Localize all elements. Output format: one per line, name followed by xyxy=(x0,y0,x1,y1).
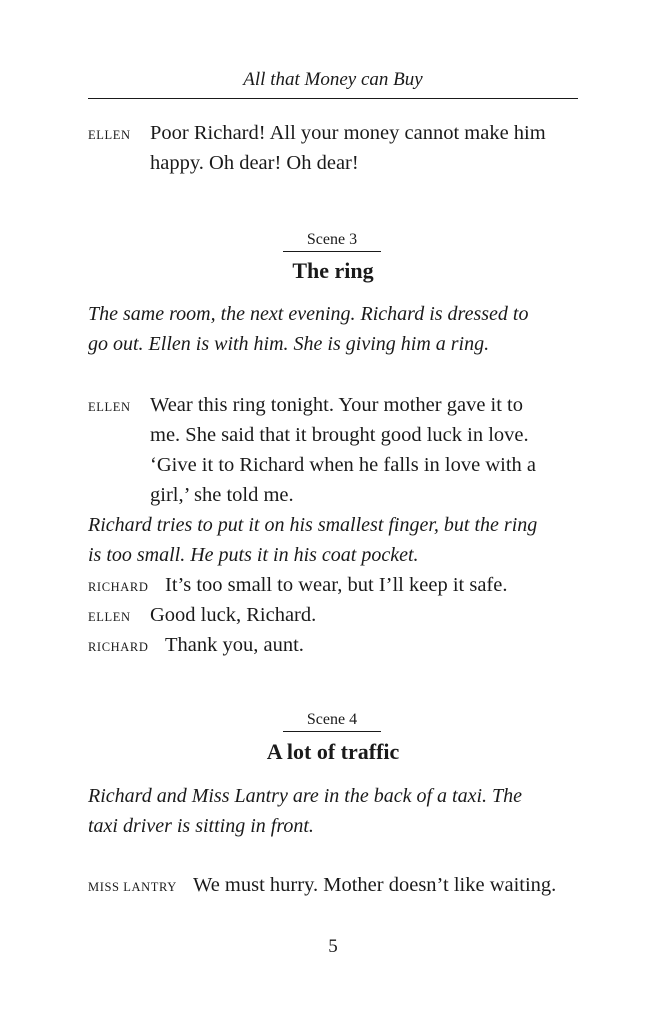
speaker-ellen: ELLEN xyxy=(88,610,131,624)
speaker-richard: RICHARD xyxy=(88,580,149,594)
scene-4-title: A lot of traffic xyxy=(266,739,400,764)
scene-3-title: The ring xyxy=(292,258,374,283)
stage-direction: Richard and Miss Lantry are in the back of a taxi. The xyxy=(88,785,523,807)
stage-direction: is too small. He puts it in his coat pocket. xyxy=(88,544,419,566)
speaker-ellen: ELLEN xyxy=(88,128,131,142)
dialogue-line: Good luck, Richard. xyxy=(150,604,317,626)
stage-direction: taxi driver is sitting in front. xyxy=(88,815,314,837)
dialogue-line: Thank you, aunt. xyxy=(165,634,304,656)
dialogue-line: happy. Oh dear! Oh dear! xyxy=(150,152,359,174)
dialogue-line: girl,’ she told me. xyxy=(150,484,294,506)
speaker-ellen: ELLEN xyxy=(88,400,131,414)
speaker-richard: RICHARD xyxy=(88,640,149,654)
stage-direction: Richard tries to put it on his smallest finger, but the ring xyxy=(88,514,538,536)
scene-4-label: Scene 4 xyxy=(283,709,381,732)
scene-3-label: Scene 3 xyxy=(283,229,381,252)
dialogue-line: me. She said that it brought good luck in love. xyxy=(150,424,529,446)
dialogue-line: We must hurry. Mother doesn’t like waiting. xyxy=(193,874,557,896)
running-head: All that Money can Buy xyxy=(88,66,578,99)
page-number: 5 xyxy=(328,936,338,957)
speaker-miss-lantry: MISS LANTRY xyxy=(88,880,177,894)
dialogue-line: ‘Give it to Richard when he falls in love with a xyxy=(150,454,536,476)
dialogue-line: Wear this ring tonight. Your mother gave it to xyxy=(150,394,524,416)
dialogue-line: It’s too small to wear, but I’ll keep it safe. xyxy=(165,574,508,596)
stage-direction: go out. Ellen is with him. She is giving him a ring. xyxy=(88,333,490,355)
dialogue-line: Poor Richard! All your money cannot make him xyxy=(150,122,546,144)
stage-direction: The same room, the next evening. Richard is dressed to xyxy=(88,303,529,325)
